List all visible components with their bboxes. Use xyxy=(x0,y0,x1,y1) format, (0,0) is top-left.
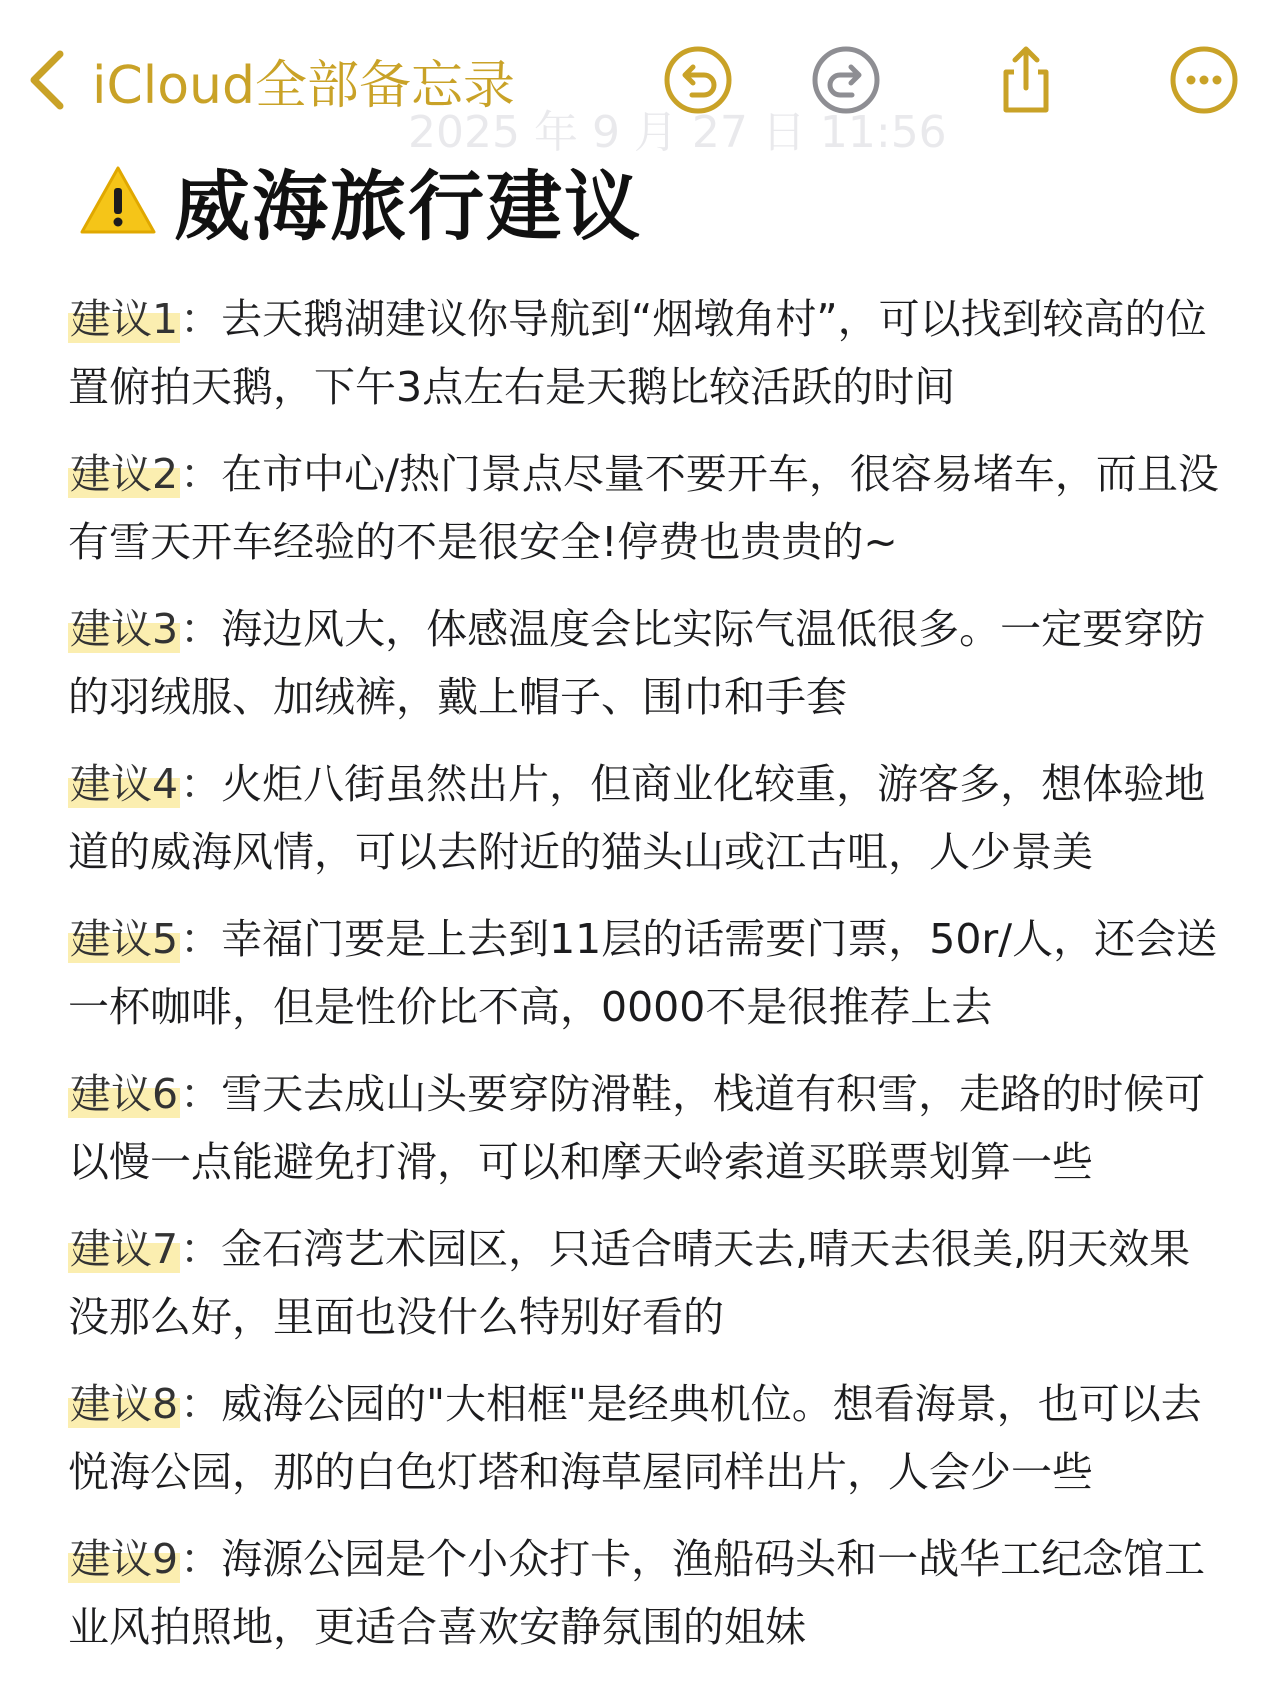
suggestion-separator: ： xyxy=(180,1225,222,1273)
suggestion-item[interactable] xyxy=(68,1525,1228,1680)
suggestion-text: 金石湾艺术园区，只适合晴天去,晴天去很美,阴天效果没那么好，里面也没什么特别好看的 xyxy=(68,1225,1191,1341)
undo-button[interactable] xyxy=(662,44,734,116)
suggestion-separator: ： xyxy=(180,760,222,808)
suggestion-separator: ： xyxy=(180,295,222,343)
suggestion-item[interactable] xyxy=(68,1060,1228,1215)
suggestion-item[interactable] xyxy=(68,1370,1228,1525)
warning-icon xyxy=(78,160,158,240)
back-label: iCloud全部备忘录 xyxy=(92,55,515,116)
suggestion-item[interactable] xyxy=(68,905,1228,1060)
suggestion-text: 海边风大，体感温度会比实际气温低很多。一定要穿防的羽绒服、加绒裤，戴上帽子、围巾和手套 xyxy=(68,605,1206,721)
more-button[interactable] xyxy=(1168,44,1240,116)
suggestion-list xyxy=(68,285,1228,1680)
note-title: 威海旅行建议 xyxy=(174,161,642,251)
suggestion-separator: ： xyxy=(180,1535,222,1583)
suggestion-label: 建议5 xyxy=(70,915,179,963)
suggestion-separator: ： xyxy=(180,450,222,498)
navigation-bar xyxy=(0,0,1280,158)
suggestion-text: 火炬八街虽然出片，但商业化较重，游客多，想体验地道的威海风情，可以去附近的猫头山或江古咀，人少景美 xyxy=(68,760,1206,876)
share-button[interactable] xyxy=(990,44,1062,116)
redo-icon xyxy=(810,44,882,116)
suggestion-item[interactable] xyxy=(68,595,1228,750)
suggestion-label: 建议8 xyxy=(70,1380,179,1428)
suggestion-text: 在市中心/热门景点尽量不要开车，很容易堵车，而且没有雪天开车经验的不是很安全!停费也贵贵的~ xyxy=(68,450,1219,566)
chevron-left-icon xyxy=(26,48,70,112)
suggestion-label: 建议6 xyxy=(70,1070,179,1118)
suggestion-text: 威海公园的"大相框"是经典机位。想看海景，也可以去悦海公园，那的白色灯塔和海草屋同样出片，人会少一些 xyxy=(68,1380,1202,1496)
suggestion-item[interactable] xyxy=(68,285,1228,440)
suggestion-item[interactable] xyxy=(68,440,1228,595)
suggestion-separator: ： xyxy=(180,605,222,653)
suggestion-text: 去天鹅湖建议你导航到“烟墩角村”，可以找到较高的位置俯拍天鹅，下午3点左右是天鹅比较活跃的时间 xyxy=(68,295,1207,411)
share-icon xyxy=(990,44,1062,116)
undo-icon xyxy=(662,44,734,116)
suggestion-label: 建议2 xyxy=(70,450,179,498)
suggestion-label: 建议9 xyxy=(70,1535,179,1583)
suggestion-label: 建议3 xyxy=(70,605,179,653)
more-icon xyxy=(1168,44,1240,116)
redo-button[interactable] xyxy=(810,44,882,116)
suggestion-text: 幸福门要是上去到11层的话需要门票，50r/人，还会送一杯咖啡，但是性价比不高，0000不是很推荐上去 xyxy=(68,915,1218,1031)
suggestion-separator: ： xyxy=(180,915,222,963)
suggestion-label: 建议1 xyxy=(70,295,179,343)
suggestion-item[interactable] xyxy=(68,1215,1228,1370)
suggestion-text: 雪天去成山头要穿防滑鞋，栈道有积雪，走路的时候可以慢一点能避免打滑，可以和摩天岭索道买联票划算一些 xyxy=(68,1070,1206,1186)
suggestion-item[interactable] xyxy=(68,750,1228,905)
suggestion-label: 建议4 xyxy=(70,760,179,808)
suggestion-separator: ： xyxy=(180,1380,222,1428)
note-date: 2025 年 9 月 27 日 11:56 xyxy=(408,107,947,158)
suggestion-text: 海源公园是个小众打卡，渔船码头和一战华工纪念馆工业风拍照地，更适合喜欢安静氛围的姐妹 xyxy=(68,1535,1206,1651)
suggestion-separator: ： xyxy=(180,1070,222,1118)
suggestion-label: 建议7 xyxy=(70,1225,179,1273)
note-title-row xyxy=(78,150,642,250)
